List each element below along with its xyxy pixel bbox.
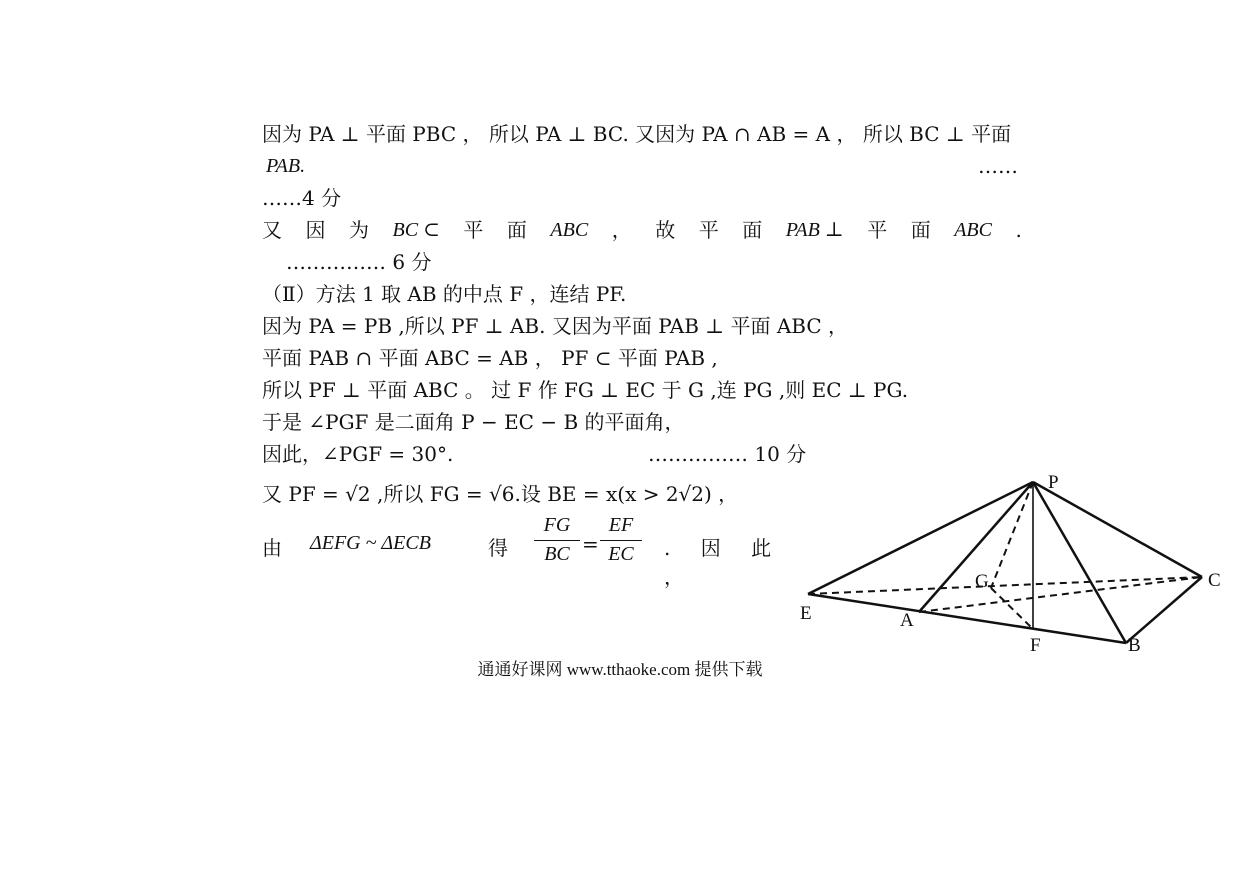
text-line-10: 于是 ∠PGF 是二面角 P − EC − B 的平面角，	[262, 410, 685, 434]
fraction-fg-bc	[534, 514, 580, 566]
spread-token: BC ⊂	[392, 219, 440, 241]
fraction-numerator: EF	[608, 514, 634, 536]
vertex-label-g: G	[975, 571, 989, 592]
text-line-11: 因此，∠PGF = 30°.	[262, 442, 454, 466]
text-line-5: …………… 6 分	[286, 250, 432, 274]
text-line-8: 平面 PAB ∩ 平面 ABC = AB ， PF ⊂ 平面 PAB ,	[262, 346, 718, 370]
spread-token: PAB ⊥	[785, 219, 844, 241]
fraction-line-get: 得	[488, 536, 508, 560]
text-line-11-score: …………… 10 分	[648, 442, 807, 466]
spread-line	[262, 218, 1022, 242]
spread-token: ABC	[550, 219, 589, 241]
text-line-9: 所以 PF ⊥ 平面 ABC 。 过 F 作 FG ⊥ EC 于 G ,连 PG ,则 EC ⊥ PG.	[262, 378, 909, 402]
text-line-7: 因为 PA = PB ,所以 PF ⊥ AB. 又因为平面 PAB ⊥ 平面 ABC ，	[262, 314, 849, 338]
vertex-label-c: C	[1208, 570, 1221, 591]
vertex-label-f: F	[1030, 635, 1041, 656]
spread-token: 为	[349, 218, 370, 242]
vertex-label-p: P	[1048, 472, 1059, 493]
spread-token: 平	[698, 218, 719, 242]
text-line-1: 因为 PA ⊥ 平面 PBC ， 所以 PA ⊥ BC. 又因为 PA ∩ AB = A ， 所以 BC ⊥ 平面	[262, 122, 1012, 146]
fraction-equals: =	[582, 532, 599, 556]
vertex-label-b: B	[1128, 635, 1141, 656]
spread-token: 故	[655, 218, 676, 242]
spread-token: 平	[867, 218, 888, 242]
text-line-2-dots: ……	[978, 154, 1018, 178]
vertex-label-e: E	[800, 603, 812, 624]
text-line-2: PAB.	[266, 155, 306, 177]
similarity-expression: ΔEFG ~ ΔECB	[310, 532, 431, 554]
vertex-label-a: A	[900, 610, 914, 631]
spread-token: .	[1015, 218, 1022, 242]
text-line-6: （Ⅱ）方法 1 取 AB 的中点 F ，连结 PF.	[262, 282, 627, 306]
text-line-12: 又 PF = √2 ,所以 FG = √6.设 BE = x(x > 2√2) ，	[262, 482, 739, 506]
fraction-numerator: FG	[543, 514, 571, 536]
fraction-line-prefix: 由	[262, 536, 282, 560]
spread-token: 面	[506, 218, 527, 242]
spread-token: ABC	[954, 219, 992, 241]
footer-credit: 通通好课网 www.tthaoke.com 提供下载	[477, 660, 763, 679]
fraction-denominator: BC	[544, 543, 570, 565]
text-line-3: ……4 分	[262, 186, 342, 210]
spread-token: 平	[463, 218, 484, 242]
spread-token: 面	[910, 218, 931, 242]
fraction-ef-ec	[600, 514, 642, 566]
fraction-denominator: EC	[608, 543, 634, 565]
spread-token: 面	[742, 218, 763, 242]
fraction-line	[262, 512, 802, 589]
fraction-line-suffix: . 因 此 ，	[664, 536, 784, 589]
spread-token: 因	[305, 218, 326, 242]
spread-token: 又	[262, 218, 282, 242]
spread-token: ，	[611, 218, 632, 242]
